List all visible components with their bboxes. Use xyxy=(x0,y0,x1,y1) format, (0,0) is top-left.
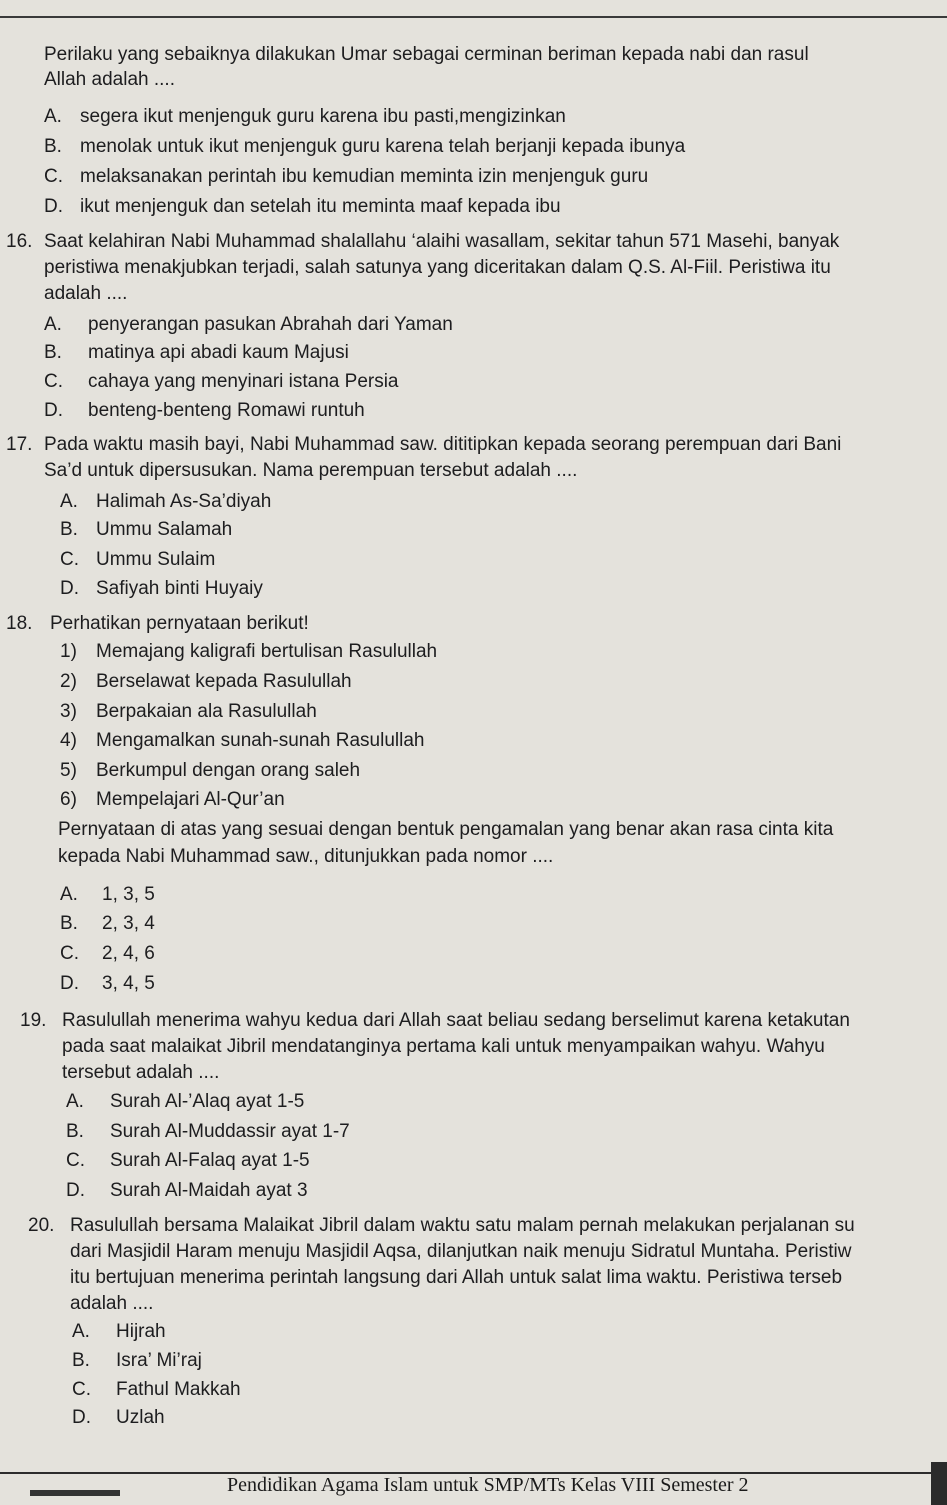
q17-option-a: Halimah As-Sa’diyah xyxy=(96,491,272,512)
q18-statement-5: Berkumpul dengan orang saleh xyxy=(96,760,361,781)
q20-option-d: Uzlah xyxy=(116,1407,165,1428)
q20-option-b-letter: B. xyxy=(72,1350,90,1371)
q16-stem-line-2: peristiwa menakjubkan terjadi, salah satunya yang diceritakan dalam Q.S. Al-Fiil. Peristiwa itu xyxy=(44,257,831,278)
q18-statement-4-number: 4) xyxy=(60,730,77,751)
q20-option-a-letter: A. xyxy=(72,1321,90,1342)
q17-stem-line-2: Sa’d untuk dipersusukan. Nama perempuan tersebut adalah .... xyxy=(44,460,578,481)
q15-option-b: menolak untuk ikut menjenguk guru karena telah berjanji kepada ibunya xyxy=(80,136,686,157)
q18-statement-3-number: 3) xyxy=(60,701,77,722)
q20-stem-line-2: dari Masjidil Haram menuju Masjidil Aqsa, dilanjutkan naik menuju Sidratul Muntaha. Peristiw xyxy=(70,1241,852,1262)
q19-stem-line-2: pada saat malaikat Jibril mendatanginya pertama kali untuk menyampaikan wahyu. Wahyu xyxy=(62,1036,825,1057)
page-corner-tab xyxy=(931,1462,947,1505)
q19-option-b-letter: B. xyxy=(66,1121,84,1142)
page-edge-mark xyxy=(30,1490,120,1496)
q18-statement-5-number: 5) xyxy=(60,760,77,781)
q18-statement-6: Mempelajari Al-Qur’an xyxy=(96,789,285,810)
q19-stem-line-1: Rasulullah menerima wahyu kedua dari Allah saat beliau sedang berselimut karena ketakutan xyxy=(62,1010,850,1031)
q15-option-d: ikut menjenguk dan setelah itu meminta maaf kepada ibu xyxy=(80,196,561,217)
q20-number: 20. xyxy=(28,1215,55,1236)
q16-option-a: penyerangan pasukan Abrahah dari Yaman xyxy=(88,314,453,335)
q15-option-a: segera ikut menjenguk guru karena ibu pasti,mengizinkan xyxy=(80,106,566,127)
q18-option-a-letter: A. xyxy=(60,884,78,905)
q19-number: 19. xyxy=(20,1010,47,1031)
q19-option-d: Surah Al-Maidah ayat 3 xyxy=(110,1180,308,1201)
q17-option-b-letter: B. xyxy=(60,519,78,540)
q18-statement-2: Berselawat kepada Rasulullah xyxy=(96,671,352,692)
q20-option-b: Isra’ Mi’raj xyxy=(116,1350,202,1371)
q18-statement-3: Berpakaian ala Rasulullah xyxy=(96,701,317,722)
q18-option-d-letter: D. xyxy=(60,973,79,994)
q15-stem-line-1: Perilaku yang sebaiknya dilakukan Umar sebagai cerminan beriman kepada nabi dan rasul xyxy=(44,44,809,65)
q19-option-a: Surah Al-’Alaq ayat 1-5 xyxy=(110,1091,305,1112)
q17-option-b: Ummu Salamah xyxy=(96,519,233,540)
q17-option-a-letter: A. xyxy=(60,491,78,512)
q17-number: 17. xyxy=(6,434,33,455)
q16-stem-line-1: Saat kelahiran Nabi Muhammad shalallahu ‘alaihi wasallam, sekitar tahun 571 Masehi, banyak xyxy=(44,231,840,252)
q15-option-a-letter: A. xyxy=(44,106,62,127)
q16-option-c-letter: C. xyxy=(44,371,63,392)
q20-stem-line-4: adalah .... xyxy=(70,1293,154,1314)
q16-option-c: cahaya yang menyinari istana Persia xyxy=(88,371,399,392)
q15-option-d-letter: D. xyxy=(44,196,63,217)
q15-option-b-letter: B. xyxy=(44,136,62,157)
q18-statement-1-number: 1) xyxy=(60,641,77,662)
q20-option-c-letter: C. xyxy=(72,1379,91,1400)
q19-option-d-letter: D. xyxy=(66,1180,85,1201)
q17-option-c: Ummu Sulaim xyxy=(96,549,216,570)
q18-option-a: 1, 3, 5 xyxy=(102,884,155,905)
q20-option-d-letter: D. xyxy=(72,1407,91,1428)
q16-option-d-letter: D. xyxy=(44,400,63,421)
q19-option-b: Surah Al-Muddassir ayat 1-7 xyxy=(110,1121,350,1142)
q18-number: 18. xyxy=(6,613,33,634)
q17-option-c-letter: C. xyxy=(60,549,79,570)
q18-statement-6-number: 6) xyxy=(60,789,77,810)
q18-statement-4: Mengamalkan sunah-sunah Rasulullah xyxy=(96,730,425,751)
q18-option-b-letter: B. xyxy=(60,913,78,934)
q17-option-d-letter: D. xyxy=(60,578,79,599)
q18-option-c-letter: C. xyxy=(60,943,79,964)
q18-stem-line-2: kepada Nabi Muhammad saw., ditunjukkan pada nomor .... xyxy=(58,846,554,867)
q16-stem-line-3: adalah .... xyxy=(44,283,128,304)
q18-option-c: 2, 4, 6 xyxy=(102,943,155,964)
q18-stem-line-1: Pernyataan di atas yang sesuai dengan bentuk pengamalan yang benar akan rasa cinta kita xyxy=(58,819,834,840)
q16-number: 16. xyxy=(6,231,33,252)
q15-stem-line-2: Allah adalah .... xyxy=(44,69,175,90)
book-title-footer: Pendidikan Agama Islam untuk SMP/MTs Kelas VIII Semester 2 xyxy=(227,1474,749,1496)
q19-stem-line-3: tersebut adalah .... xyxy=(62,1062,220,1083)
q20-option-c: Fathul Makkah xyxy=(116,1379,241,1400)
q17-stem-line-1: Pada waktu masih bayi, Nabi Muhammad saw. dititipkan kepada seorang perempuan dari Bani xyxy=(44,434,842,455)
q19-option-c: Surah Al-Falaq ayat 1-5 xyxy=(110,1150,310,1171)
q15-option-c: melaksanakan perintah ibu kemudian meminta izin menjenguk guru xyxy=(80,166,649,187)
q18-option-b: 2, 3, 4 xyxy=(102,913,155,934)
q20-option-a: Hijrah xyxy=(116,1321,166,1342)
q18-statement-1: Memajang kaligrafi bertulisan Rasulullah xyxy=(96,641,438,662)
q15-option-c-letter: C. xyxy=(44,166,63,187)
q16-option-a-letter: A. xyxy=(44,314,62,335)
q16-option-b: matinya api abadi kaum Majusi xyxy=(88,342,349,363)
q18-statement-2-number: 2) xyxy=(60,671,77,692)
q19-option-c-letter: C. xyxy=(66,1150,85,1171)
q16-option-b-letter: B. xyxy=(44,342,62,363)
q18-intro: Perhatikan pernyataan berikut! xyxy=(50,613,309,634)
q17-option-d: Safiyah binti Huyaiy xyxy=(96,578,263,599)
q16-option-d: benteng-benteng Romawi runtuh xyxy=(88,400,365,421)
q20-stem-line-1: Rasulullah bersama Malaikat Jibril dalam waktu satu malam pernah melakukan perjalanan su xyxy=(70,1215,855,1236)
q18-option-d: 3, 4, 5 xyxy=(102,973,155,994)
q20-stem-line-3: itu bertujuan menerima perintah langsung dari Allah untuk salat lima waktu. Peristiwa terseb xyxy=(70,1267,843,1288)
q19-option-a-letter: A. xyxy=(66,1091,84,1112)
